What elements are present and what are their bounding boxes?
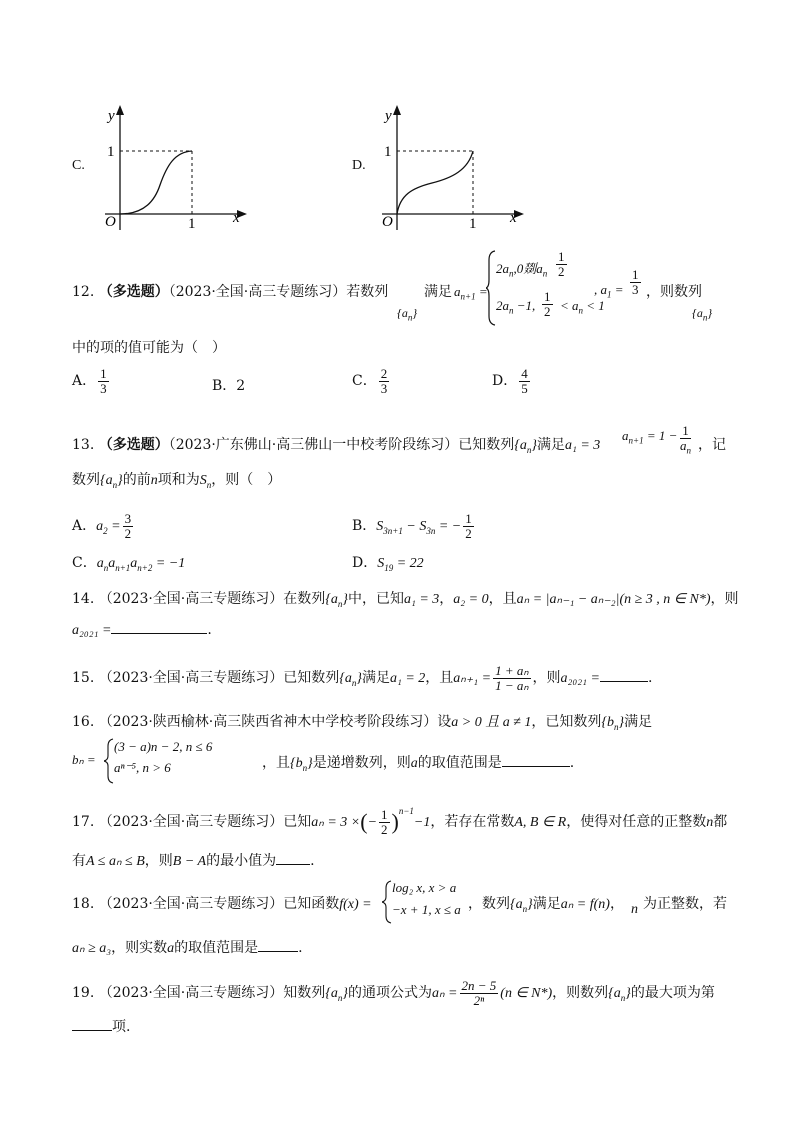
q12-line1 [72,281,388,301]
q12-option-b [212,375,245,395]
q19-text-c: ，则数列 [552,985,609,1002]
q19-frac-den: 2ⁿ [473,992,485,1008]
q14-a2: a₂ = 0 [453,592,489,607]
q13-number: 13. [72,437,95,453]
q12-option-d [492,367,532,395]
q17-period: . [310,853,315,869]
q12-tag: （多选题） [98,284,169,300]
graph-c-one-y: 1 [107,144,115,160]
q19-text-d: 的最大项为第 [630,985,715,1002]
q12-option-c-den: 3 [380,380,388,396]
q17-formula-b: −1 [413,815,431,830]
q12-case2-frac: $\frac{1}{2}$ [544,289,551,319]
q12-case2: $2a_n -1$, [496,298,536,316]
q14-a1: a₁ = 3 [403,592,440,607]
graph-c-x: x [233,210,240,226]
q16-lhs: bₙ = [72,752,96,767]
q13-tail: ，记 [698,437,726,453]
q18-case2: −x + 1, x ≤ a [392,902,461,917]
q12-a1: , $a_1$ = [594,282,624,300]
q15-lhs: aₙ₊₁ = [453,671,492,687]
q19-line1: 19. （2023·全国·高三专题练习）知数列$\{a_n\}$的通项公式为aₙ = $\frac{2n - 5}{\text{2ⁿ}}$ (n ∈ N*)，则数列$\{a_n\}$的最大项为第 [72,978,715,1008]
q12-tail: ，则数列 [646,284,702,300]
q12-line2: 中的项的值可能为（ ） [72,340,226,356]
q13-option-c-label: C． [72,555,97,571]
q12-case1-frac: $\frac{1}{2}$ [558,249,565,279]
q12-option-a [72,367,111,395]
q13-line2-a: 数列 [72,472,100,488]
q17-number: 17. [72,814,95,830]
q17-line2-a: 有 [72,853,86,869]
q13-option-a: A．$a_2$ = $\frac{3}{2}$ [72,511,132,541]
q13-line2-d: ，则（ ） [211,472,282,488]
q18-text-b: ，数列 [468,896,510,912]
q15-number: 15. [72,670,95,687]
q13-a1: a₁ = 3 [564,438,601,453]
q17-line2-c: 的最小值为 [206,853,277,869]
q13-option-d-label: D． [352,555,378,571]
q14-period: . [207,622,212,638]
q18-line1a [72,893,372,913]
q17-text-c: ，使得对任意的正整数 [566,814,707,830]
q17-text-a: （2023·全国·高三专题练习）已知 [98,814,312,830]
q16-case2: aⁿ⁻⁵, n > 6 [114,760,171,775]
q14-text-a: （2023·全国·高三专题练习）在数列 [98,591,326,607]
q17-exp: n−1 [398,806,414,816]
q13-option-d: D．$S_{19} = 22$ [352,555,424,573]
q16-line1: 16. （2023·陕西榆林·高三陕西省神木中学校考阶段练习）设a > 0 且 a ≠ 1，已知数列$\{b_n\}$满足 [72,714,653,732]
q16-period: . [569,755,575,771]
q14-number: 14. [72,591,95,607]
q12-option-c-num: 2 [380,366,388,381]
q12-case1: $2a_n,0$剟$a_n$ [496,261,548,279]
q13-rec: $a_{n+1} = 1$ − [622,428,678,446]
q17-line2 [72,850,315,870]
q18-number: 18. [72,896,95,912]
q16-text-d: ，且 [262,755,290,771]
q15-frac-den: 1 − aₙ [495,677,529,693]
q18-case1: log₂ x, x > a [392,880,457,895]
q12-a1-frac: $\frac{1}{3}$ [632,267,639,297]
q19-text-a: （2023·全国·高三专题练习）知数列 [98,985,326,1002]
q17-line2-b: ，则 [144,853,173,869]
q16-line2: ，且$\{b_n\}$是递增数列，则a的取值范围是 . [262,755,575,773]
q12-case2-cond: < $a_n < 1$ [560,298,605,316]
q12-option-d-num: 4 [521,366,528,381]
q15-text-c: ，且 [425,670,454,687]
option-c-label: C. [72,158,85,173]
q14-answer-lhs: a₂₀₂₁ = [72,623,112,638]
q19-line2 [72,1016,130,1036]
q12-lhs: $a_{n+1}$ = [454,284,488,302]
q16-text-e: 是递增数列，则 [312,755,411,771]
q19-paren: (n ∈ N*) [500,986,553,1002]
option-d-label: D. [352,158,366,173]
q12-option-b-text: 2 [236,378,246,394]
q19-number: 19. [72,985,95,1002]
q18-line2: aₙ ≥ a₃，则实数a的取值范围是 . [72,940,303,956]
q18-fx: f(x) = [339,897,372,912]
q17-ab: A, B ∈ R [514,815,567,830]
q13-rec-num: 1 [682,423,689,438]
q12-option-a-num: 1 [100,366,107,381]
graph-d-x: x [510,210,517,226]
q14-answer-blank[interactable] [111,633,207,634]
q15-answer-blank[interactable] [600,681,648,682]
q19-line2-text: 项. [112,1019,131,1035]
graph-d-figure [372,100,532,240]
q13-source: （2023·广东佛山·高三佛山一中校考阶段练习）已知数列 [168,437,515,453]
q18-n: n [631,902,638,917]
q18-an: aₙ = f(n) [560,897,610,912]
q18-line2-ineq: aₙ ≥ a₃ [72,941,112,956]
q17-answer-blank[interactable] [276,864,310,865]
q18-line2-c: 的取值范围是 [174,940,259,956]
q16-text-b: ，已知数列 [531,714,602,730]
q15-text-d: ，则 [532,670,561,687]
graph-c-figure [95,100,255,240]
q12-mid: 满足 [424,284,452,300]
q14-text-d: ，则 [710,591,739,607]
graph-c-origin: O [105,214,116,230]
q12-option-d-den: 5 [521,380,528,396]
q17-bma: B − A [172,854,207,869]
q19-frac-num: 2n − 5 [461,978,497,993]
q14-formula: aₙ = |aₙ₋₁ − aₙ₋₂|(n ≥ 3 , n ∈ N*) [516,592,711,607]
q12-option-d-label: D． [492,373,518,390]
q12-option-a-den: 3 [100,380,107,396]
graph-c-one-x: 1 [188,216,196,232]
q15-answer-lhs: a₂₀₂₁ = [560,671,600,687]
q16-cond: a > 0 且 a ≠ 1 [451,715,532,730]
q14-text-c: ，且 [488,591,517,607]
q12-brace [486,250,496,326]
q13-option-b: B．$S_{3n+1} - S_{3n}$ = − $\frac{1}{2}$ [352,511,472,541]
q16-brace [104,738,114,784]
q16-text-a: （2023·陕西榆林·高三陕西省神木中学校考阶段练习）设 [98,714,452,730]
q12-option-b-label: B． [212,378,237,394]
q12-option-c [352,367,391,395]
q16-answer-blank[interactable] [502,766,570,767]
q18-text-a: （2023·全国·高三专题练习）已知函数 [98,896,340,912]
graph-d-one-x: 1 [469,216,477,232]
q18-text-c: 满足 [532,896,561,912]
q13-mid: 满足 [536,437,565,453]
q13-option-b-label: B． [352,518,377,535]
q16-text-f: 的取值范围是 [417,755,502,771]
q15-line1: 15. （2023·全国·高三专题练习）已知数列$\{a_n\}$满足a₁ = 2，且aₙ₊₁ = $\frac{\text{1 + aₙ}}{\text{1 − aₙ}}$ ，则a₂₀₂₁ = . [72,663,653,693]
q17-line1: 17. （2023·全国·高三专题练习）已知aₙ = 3 ×(− $\frac{1}{2}$ )$^{n-1}$−1，若存在常数A, B ∈ R，使得对任意的正整数n都 [72,806,728,837]
q15-frac-num: 1 + aₙ [495,663,529,678]
q18-text-e: 为正整数，若 [643,896,727,912]
graph-d-origin: O [382,214,393,230]
q13-line1: 13. （多选题）（2023·广东佛山·高三佛山一中校考阶段练习）已知数列$\{a_n\}$满足a₁ = 3 [72,437,601,455]
q19-lhs: aₙ = [431,986,458,1002]
q15-text-b: 满足 [361,670,390,687]
q15-a1: a₁ = 2 [389,671,426,687]
q17-text-d: 都 [713,814,728,830]
q18-answer-blank[interactable] [258,951,298,952]
q12-option-a-label: A． [72,373,97,390]
q13-line2-c: 项和为 [157,472,200,488]
q14-line2 [72,622,212,639]
q18-line1b: ，数列$\{a_n\}$满足aₙ = f(n)， [468,896,624,914]
q19-answer-blank[interactable] [72,1030,112,1031]
graph-c-y: y [108,108,115,124]
q15-period: . [647,670,653,687]
q17-text-b: ，若存在常数 [430,814,515,830]
q13-option-c: C．$a_na_{n+1}a_{n+2} = -1$ [72,555,186,573]
q13-line2-b: 的前 [122,472,151,488]
q16-case1: (3 − a)n − 2, n ≤ 6 [114,739,213,754]
q12-seq-right: $\{a_n\}$ [692,306,713,323]
q14-text-b: 中，已知 [347,591,404,607]
q14-line1: 14. （2023·全国·高三专题练习）在数列$\{a_n\}$中，已知a₁ = 3，a₂ = 0，且aₙ = |aₙ₋₁ − aₙ₋₂|(n ≥ 3 , n ∈ N*)，则 [72,591,739,609]
q18-line2-b: ，则实数 [111,940,168,956]
q17-formula-a: aₙ = 3 × [311,815,361,830]
graph-d-y: y [385,108,392,124]
q16-text-c: 满足 [624,714,653,730]
q12-option-c-label: C． [352,373,377,390]
q17-ineq: A ≤ aₙ ≤ B [86,854,145,869]
q12-source: （2023·全国·高三专题练习）若数列 [168,284,389,300]
q13-option-a-label: A． [72,518,97,535]
q12-seq-below: $\{a_n\}$ [397,306,418,323]
q13-tag: （多选题） [98,437,169,453]
q13-line2: 数列$\{a_n\}$的前n项和为$S_n$，则（ ） [72,472,282,490]
q15-text-a: （2023·全国·高三专题练习）已知数列 [98,670,340,687]
q18-brace [382,880,392,924]
q13-rec-frac: $\frac{1}{a_n}$ [680,423,691,456]
q12-number: 12. [72,284,95,300]
q18-period: . [298,940,303,956]
q18-text-d: ， [609,896,624,912]
graph-d-one-y: 1 [384,144,392,160]
q16-number: 16. [72,714,95,730]
q19-text-b: 的通项公式为 [347,985,432,1002]
